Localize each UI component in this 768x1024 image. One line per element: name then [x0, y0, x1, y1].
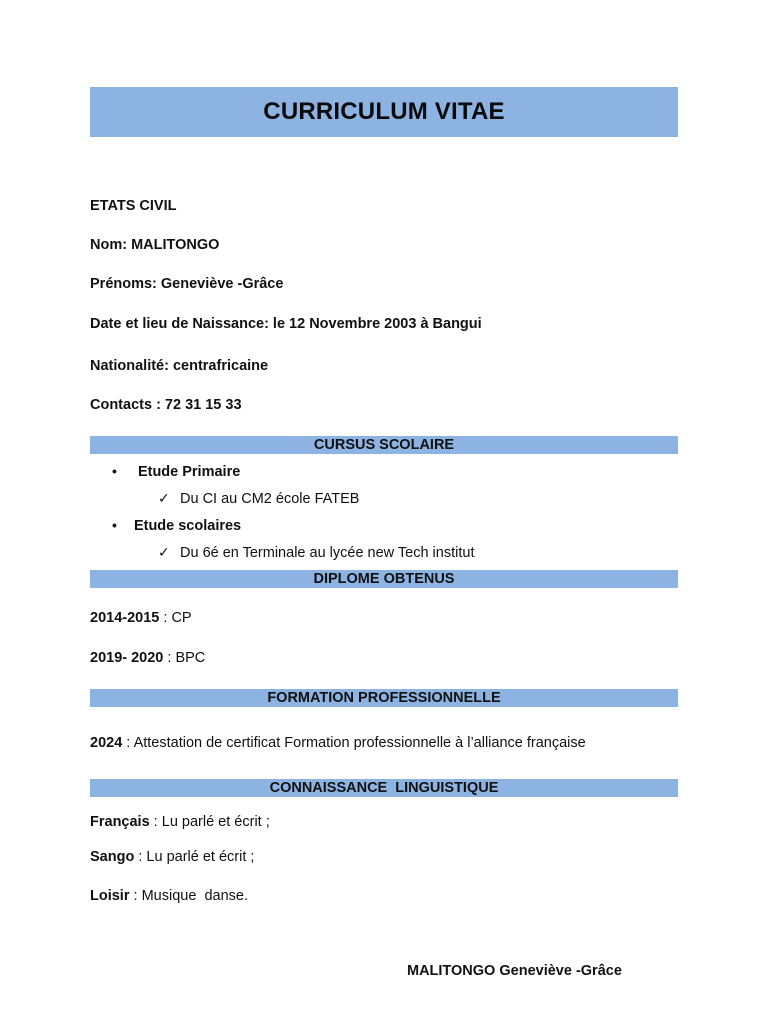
list-item: [158, 543, 474, 562]
cursus-item-label: Etude scolaires: [133, 518, 242, 534]
title-bar: [90, 87, 678, 137]
langue-name: Loisir: [90, 888, 130, 904]
civil-prenoms: Prénoms: Geneviève -Grâce: [90, 276, 284, 292]
bullet-icon: •: [112, 463, 117, 479]
diplome-row: [90, 649, 205, 667]
check-icon: ✓: [158, 544, 170, 560]
list-item: [158, 489, 359, 508]
cursus-item-detail: Du CI au CM2 école FATEB: [180, 491, 360, 507]
langue-value: Lu parlé et écrit ;: [161, 814, 270, 830]
signature: MALITONGO Geneviève -Grâce: [407, 963, 622, 979]
langue-name: Français: [90, 814, 150, 830]
langue-value: Lu parlé et écrit ;: [146, 849, 255, 865]
civil-nationalite: Nationalité: centrafricaine: [90, 358, 269, 374]
section-diplomes: [90, 570, 678, 588]
diplome-year: 2014-2015: [90, 610, 160, 626]
langue-row: [90, 887, 248, 905]
diplome-value: CP: [171, 610, 192, 626]
formation-separator: :: [122, 735, 134, 751]
formation-year: 2024: [90, 735, 123, 751]
cursus-item-detail: Du 6é en Terminale au lycée new Tech institut: [180, 545, 475, 561]
section-cursus-title: CURSUS SCOLAIRE: [313, 437, 455, 453]
diplome-value: BPC: [175, 650, 206, 666]
section-langues-title: CONNAISSANCE LINGUISTIQUE: [269, 780, 499, 796]
formation-row: [90, 734, 586, 752]
diplome-separator: :: [163, 650, 176, 666]
civil-naissance: Date et lieu de Naissance: le 12 Novembre 2003 à Bangui: [90, 316, 482, 332]
section-langues: [90, 779, 678, 797]
list-item: [112, 516, 241, 535]
langue-separator: :: [134, 849, 147, 865]
langue-separator: :: [149, 814, 162, 830]
civil-heading: ETATS CIVIL: [90, 198, 177, 214]
langue-name: Sango: [90, 849, 135, 865]
diplome-row: [90, 609, 192, 627]
page-title: CURRICULUM VITAE: [263, 98, 505, 125]
langue-row: [90, 813, 270, 831]
bullet-icon: •: [112, 517, 117, 533]
civil-contacts: Contacts : 72 31 15 33: [90, 397, 242, 413]
section-formation-title: FORMATION PROFESSIONNELLE: [267, 690, 501, 706]
section-cursus: [90, 436, 678, 454]
list-item: [112, 462, 240, 481]
cursus-item-label: Etude Primaire: [137, 464, 241, 480]
diplome-year: 2019- 2020: [90, 650, 164, 666]
check-icon: ✓: [158, 490, 170, 506]
langue-row: [90, 848, 254, 866]
formation-value: Attestation de certificat Formation professionnelle à l’alliance française: [133, 735, 586, 751]
section-formation: [90, 689, 678, 707]
civil-nom: Nom: MALITONGO: [90, 237, 220, 253]
langue-separator: :: [129, 888, 142, 904]
section-diplomes-title: DIPLOME OBTENUS: [313, 571, 455, 587]
langue-value: Musique danse.: [141, 888, 248, 904]
diplome-separator: :: [159, 610, 172, 626]
